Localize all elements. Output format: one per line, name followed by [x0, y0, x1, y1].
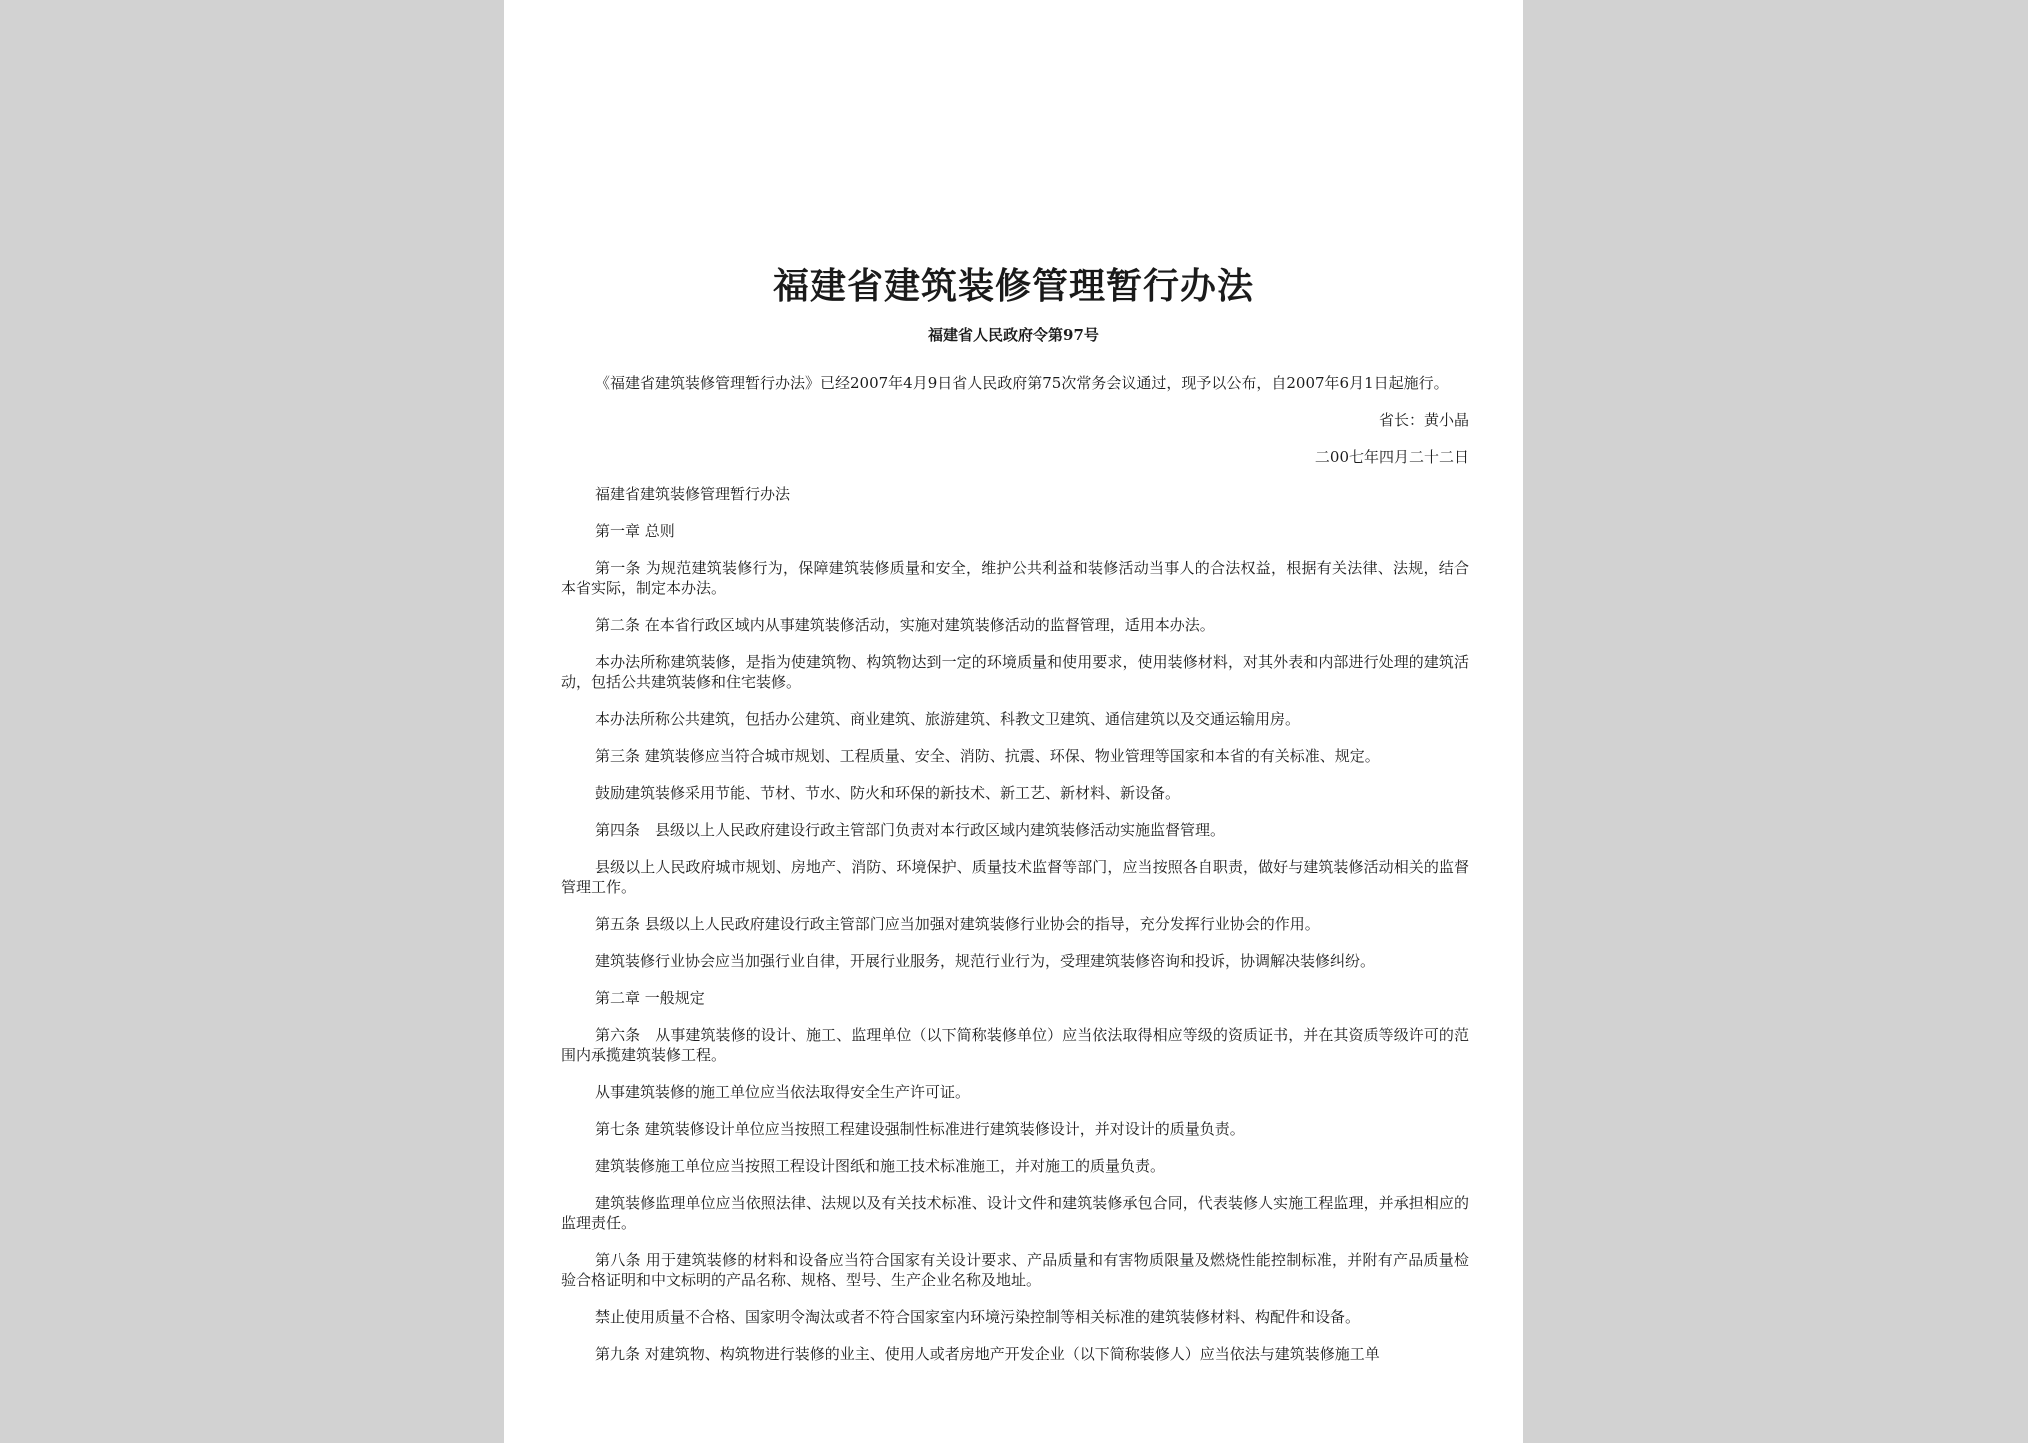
article-paragraph: 第一条 为规范建筑装修行为，保障建筑装修质量和安全，维护公共利益和装修活动当事人的合法权益，根据有关法律、法规，结合本省实际，制定本办法。: [561, 559, 1469, 597]
article-paragraph: 第五条 县级以上人民政府建设行政主管部门应当加强对建筑装修行业协会的指导，充分发挥行业协会的作用。: [595, 915, 1320, 933]
article-paragraph: 第九条 对建筑物、构筑物进行装修的业主、使用人或者房地产开发企业（以下简称装修人）应当依法与建筑装修施工单: [595, 1345, 1380, 1363]
chapter-heading: 第一章 总则: [595, 522, 675, 540]
chapter-heading: 第二章 一般规定: [595, 989, 705, 1007]
article-paragraph: 建筑装修行业协会应当加强行业自律，开展行业服务，规范行业行为，受理建筑装修咨询和投诉，协调解决装修纠纷。: [595, 952, 1376, 970]
document-page: [504, 0, 1523, 1443]
subtitle: 福建省建筑装修管理暂行办法: [595, 485, 791, 503]
article-paragraph: 建筑装修施工单位应当按照工程设计图纸和施工技术标准施工，并对施工的质量负责。: [595, 1157, 1166, 1175]
article-paragraph: 禁止使用质量不合格、国家明令淘汰或者不符合国家室内环境污染控制等相关标准的建筑装修材料、构配件和设备。: [595, 1308, 1361, 1326]
signature: 省长：黄小晶: [1378, 411, 1469, 429]
article-paragraph: 鼓励建筑装修采用节能、节材、节水、防火和环保的新技术、新工艺、新材料、新设备。: [595, 784, 1181, 802]
article-paragraph: 第三条 建筑装修应当符合城市规划、工程质量、安全、消防、抗震、环保、物业管理等国家和本省的有关标准、规定。: [595, 747, 1380, 765]
document-date: 二00七年四月二十二日: [1314, 448, 1469, 466]
article-paragraph: 第六条 从事建筑装修的设计、施工、监理单位（以下简称装修单位）应当依法取得相应等级的资质证书，并在其资质等级许可的范围内承揽建筑装修工程。: [561, 1026, 1469, 1064]
document-title: 福建省建筑装修管理暂行办法: [772, 265, 1254, 307]
article-paragraph: 第八条 用于建筑装修的材料和设备应当符合国家有关设计要求、产品质量和有害物质限量及燃烧性能控制标准，并附有产品质量检验合格证明和中文标明的产品名称、规格、型号、生产企业名称及地址。: [561, 1251, 1469, 1289]
article-paragraph: 第四条 县级以上人民政府建设行政主管部门负责对本行政区域内建筑装修活动实施监督管理。: [595, 821, 1226, 839]
article-paragraph: 第七条 建筑装修设计单位应当按照工程建设强制性标准进行建筑装修设计，并对设计的质量负责。: [595, 1120, 1245, 1138]
article-paragraph: 建筑装修监理单位应当依照法律、法规以及有关技术标准、设计文件和建筑装修承包合同，代表装修人实施工程监理，并承担相应的监理责任。: [561, 1194, 1469, 1232]
article-paragraph: 本办法所称建筑装修，是指为使建筑物、构筑物达到一定的环境质量和使用要求，使用装修材料，对其外表和内部进行处理的建筑活动，包括公共建筑装修和住宅装修。: [561, 653, 1469, 691]
article-paragraph: 第二条 在本省行政区域内从事建筑装修活动，实施对建筑装修活动的监督管理，适用本办法。: [595, 616, 1215, 634]
article-paragraph: 从事建筑装修的施工单位应当依法取得安全生产许可证。: [595, 1083, 971, 1101]
order-number: 福建省人民政府令第97号: [928, 326, 1099, 344]
article-paragraph: 本办法所称公共建筑，包括办公建筑、商业建筑、旅游建筑、科教文卫建筑、通信建筑以及交通运输用房。: [595, 710, 1301, 728]
intro-paragraph: 《福建省建筑装修管理暂行办法》已经2007年4月9日省人民政府第75次常务会议通过，现予以公布，自2007年6月1日起施行。: [595, 374, 1449, 392]
article-paragraph: 县级以上人民政府城市规划、房地产、消防、环境保护、质量技术监督等部门，应当按照各自职责，做好与建筑装修活动相关的监督管理工作。: [561, 858, 1469, 896]
document-body: [561, 373, 1469, 1381]
